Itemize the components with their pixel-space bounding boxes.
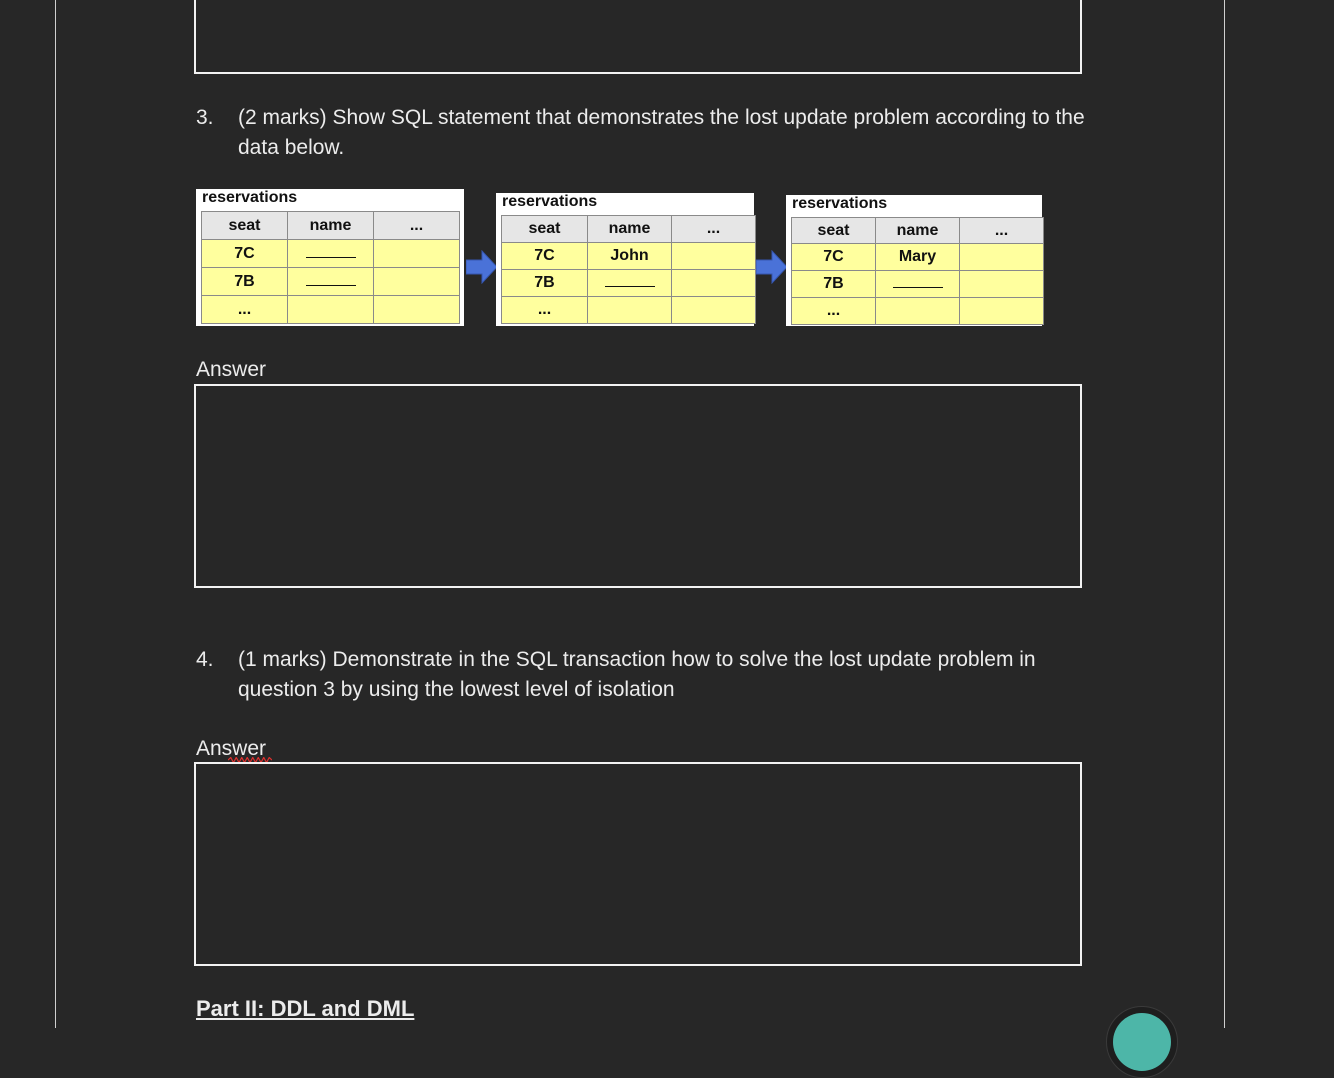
header-seat: seat: [792, 218, 876, 244]
question-4-number: 4.: [196, 648, 214, 671]
cell-more: [672, 297, 756, 324]
answer-box-q4[interactable]: [194, 762, 1082, 966]
answer-label-q4: Answer: [196, 737, 267, 760]
reservations-table-john: [496, 193, 754, 326]
table-title: reservations: [502, 193, 598, 210]
cell-more: [960, 271, 1044, 298]
question-3-number: 3.: [196, 106, 214, 129]
page-left-edge: [55, 0, 56, 1028]
table-title: reservations: [792, 195, 888, 212]
cell-more: [374, 268, 460, 296]
cell-seat: 7B: [502, 270, 588, 297]
cell-more: [960, 244, 1044, 271]
header-seat: seat: [502, 216, 588, 243]
reservations-grid: [501, 215, 756, 324]
reservations-grid: [201, 211, 460, 324]
cell-more: [374, 296, 460, 324]
cell-seat: ...: [202, 296, 288, 324]
header-more: ...: [672, 216, 756, 243]
header-name: name: [288, 212, 374, 240]
header-name: name: [588, 216, 672, 243]
table-title: reservations: [202, 189, 298, 206]
cell-name-blank: [288, 240, 374, 268]
cell-more: [960, 298, 1044, 325]
question-3: [196, 103, 1096, 167]
help-icon: [1113, 1013, 1171, 1071]
cell-seat: 7B: [202, 268, 288, 296]
answer-box-q3[interactable]: [194, 384, 1082, 588]
blank-line: [605, 274, 655, 287]
header-seat: seat: [202, 212, 288, 240]
cell-more: [672, 270, 756, 297]
cell-seat: 7C: [202, 240, 288, 268]
cell-name-john: John: [588, 243, 672, 270]
blank-line: [306, 273, 356, 286]
cell-seat: 7C: [502, 243, 588, 270]
cell-more: [374, 240, 460, 268]
question-3-text: (2 marks) Show SQL statement that demonstrates the lost update problem according to the data below.: [238, 106, 1085, 159]
floating-help-button[interactable]: [1106, 1006, 1178, 1078]
header-name: name: [876, 218, 960, 244]
cell-seat: ...: [502, 297, 588, 324]
arrow-right-icon: [466, 250, 498, 284]
cell-name: [588, 297, 672, 324]
cell-name: [288, 296, 374, 324]
header-more: ...: [374, 212, 460, 240]
arrow-right-icon: [756, 250, 788, 284]
previous-answer-box[interactable]: [194, 0, 1082, 74]
answer-label-q3: Answer: [196, 358, 267, 381]
section-heading: Part II: DDL and DML: [196, 996, 415, 1021]
reservations-grid: [791, 217, 1044, 325]
cell-name: [876, 298, 960, 325]
reservations-table-mary: [786, 195, 1042, 326]
question-4-text: (1 marks) Demonstrate in the SQL transaction how to solve the lost update problem in question 3 by using the lowest level of isolation: [238, 648, 1036, 701]
page-right-edge: [1224, 0, 1225, 1028]
header-more: ...: [960, 218, 1044, 244]
blank-line: [306, 245, 356, 258]
cell-name-mary: Mary: [876, 244, 960, 271]
cell-name-blank: [588, 270, 672, 297]
cell-seat: 7B: [792, 271, 876, 298]
question-4: [196, 645, 1096, 709]
cell-seat: ...: [792, 298, 876, 325]
cell-more: [672, 243, 756, 270]
blank-line: [893, 275, 943, 288]
cell-name-blank: [288, 268, 374, 296]
cell-seat: 7C: [792, 244, 876, 271]
reservations-table-initial: [196, 189, 464, 326]
cell-name-blank: [876, 271, 960, 298]
